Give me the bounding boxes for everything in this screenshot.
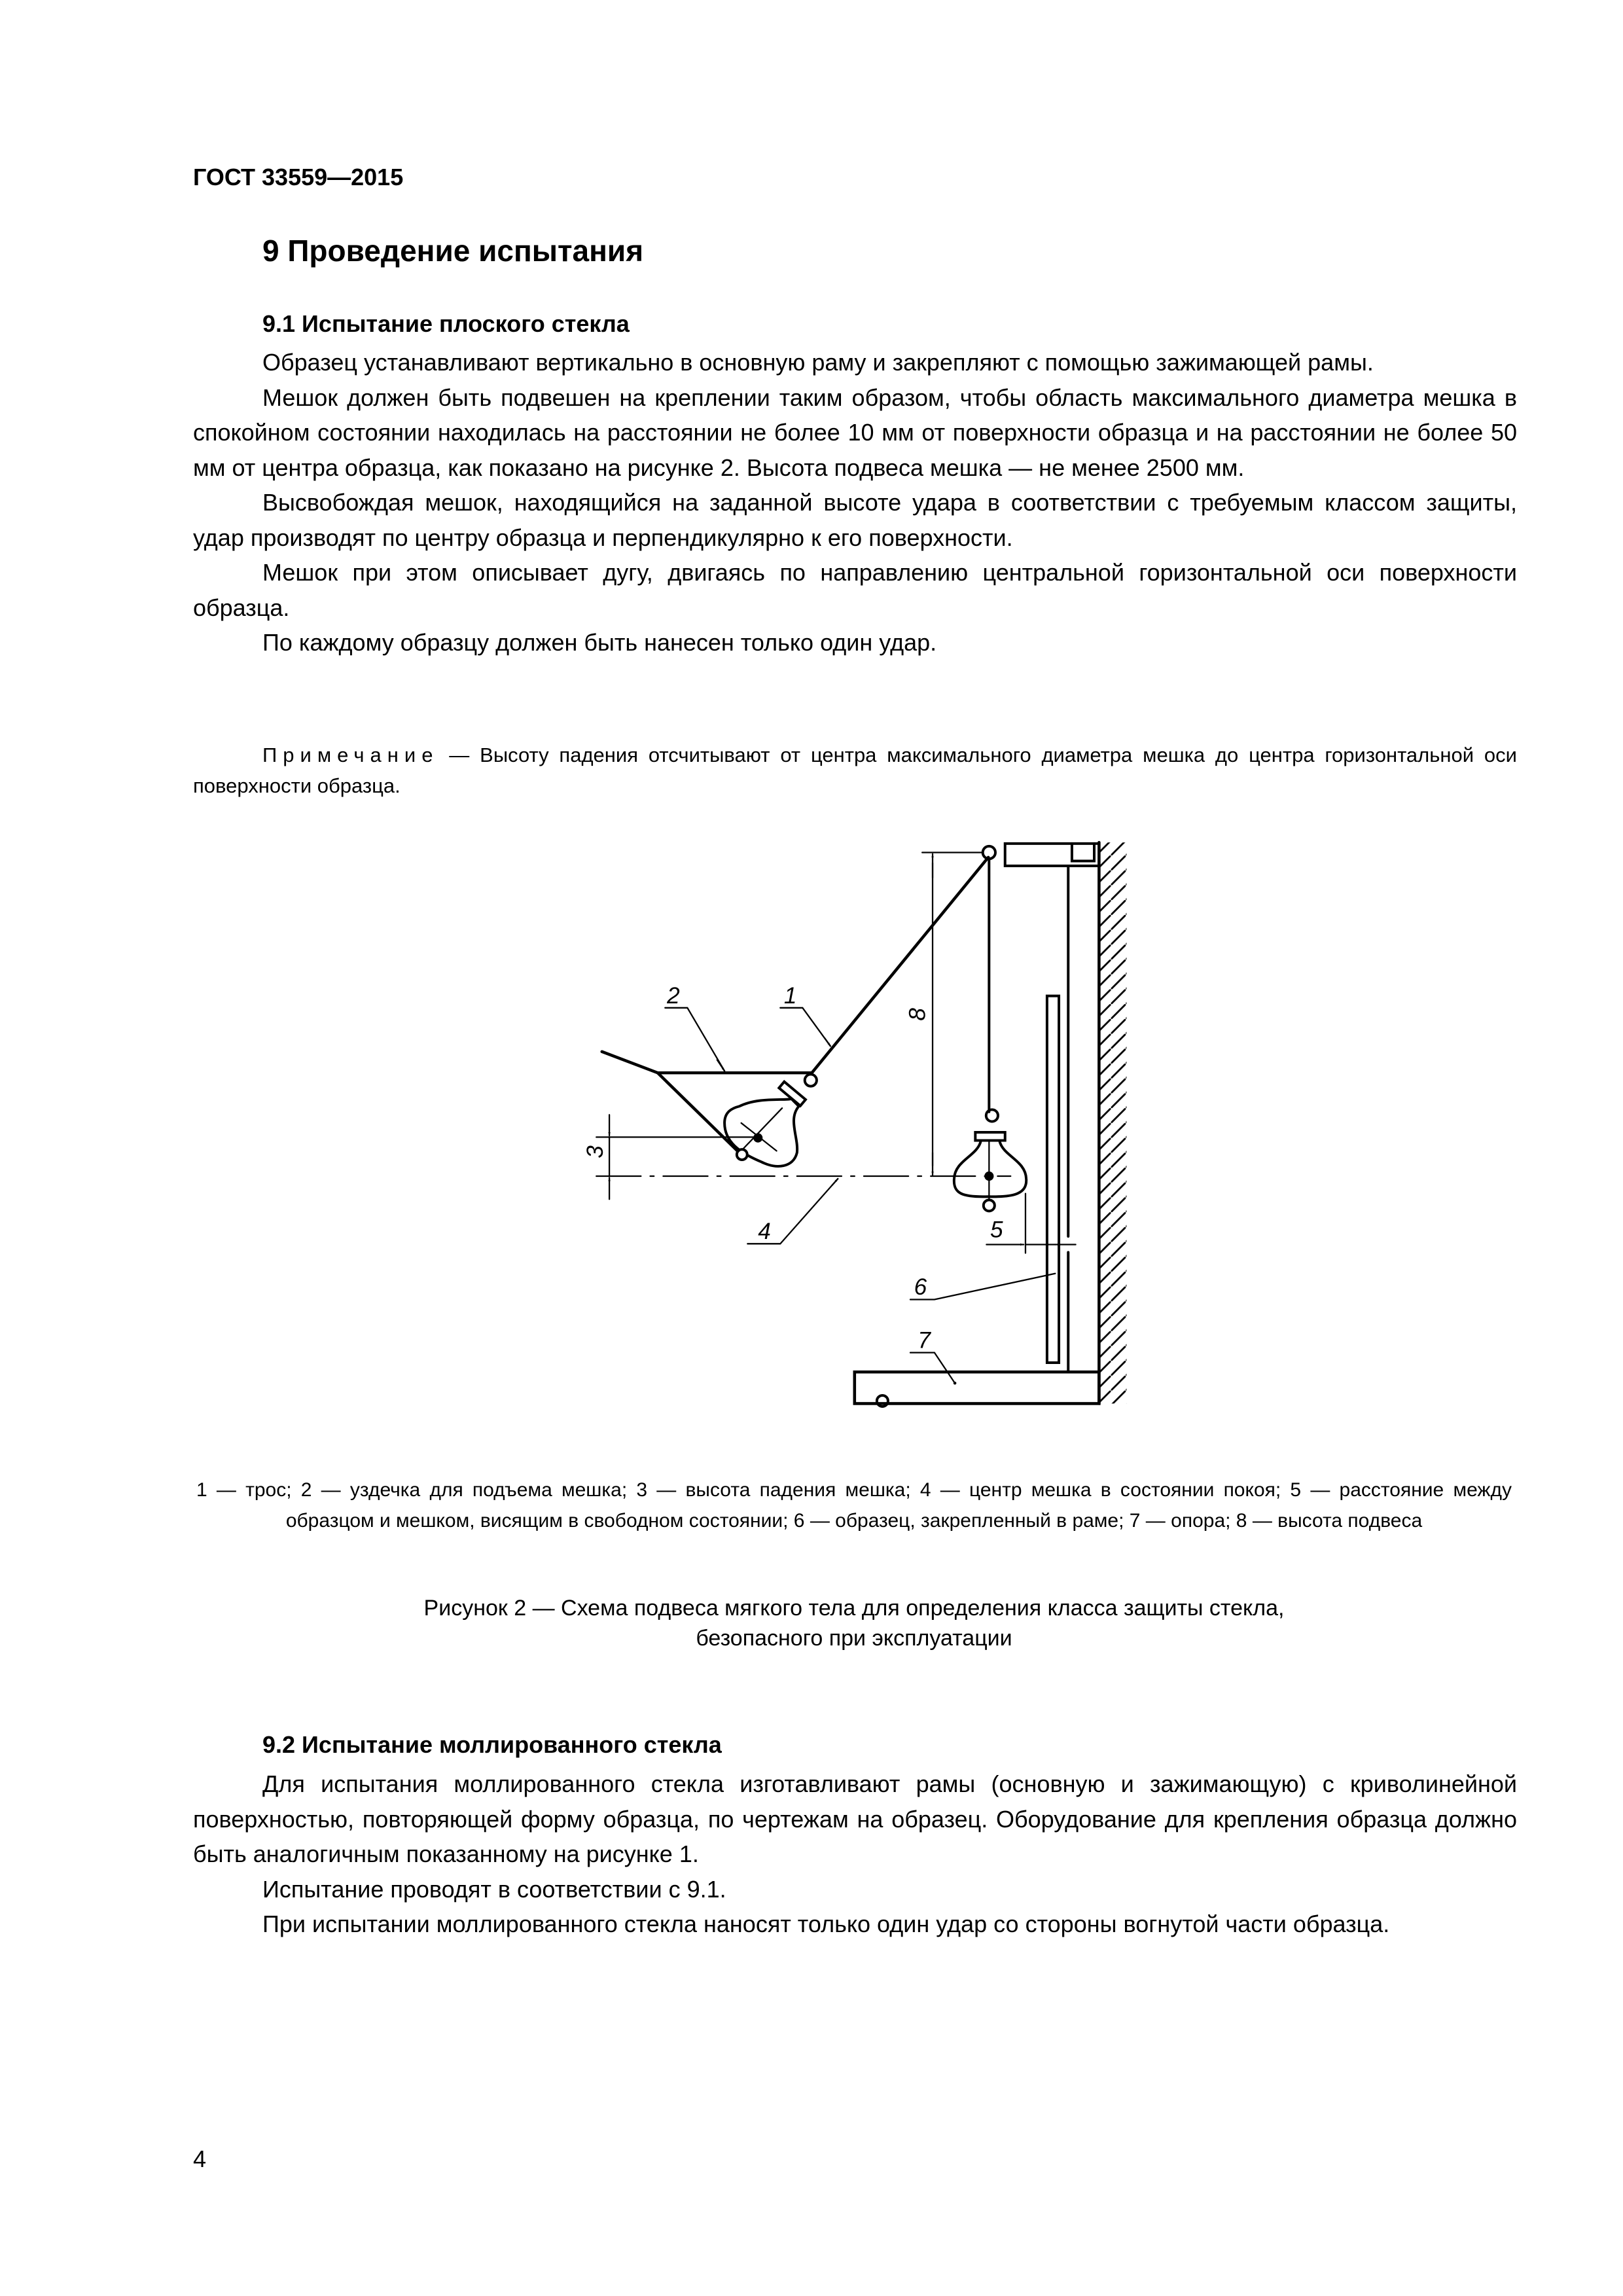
bridle — [602, 1052, 812, 1073]
figure-2-diagram — [576, 825, 1152, 1440]
section-title: 9 Проведение испытания — [262, 234, 644, 268]
paragraph: Мешок при этом описывает дугу, двигаясь по направлению центральной горизонтальной оси поверхности образца. — [193, 559, 1517, 621]
paragraph: Для испытания моллированного стекла изготавливают рамы (основную и зажимающую) с криволинейной поверхностью, повторяющей форму образца, по чертежам на образец. Оборудование для крепления образца должно быть аналогичным показанному на рисунке 1. — [193, 1770, 1517, 1867]
figure-legend: 1 — трос; 2 — уздечка для подъема мешка; 3 — высота падения мешка; 4 — центр мешка в состоянии покоя; 5 — расстояние между образцом и мешком, висящим в свободном состоянии; 6 — образец, закрепленный в раме; 7 — опора; 8 — высота подвеса — [196, 1479, 1512, 1532]
wall-hatching — [1100, 842, 1127, 1403]
paragraph: Испытание проводят в соответствии с 9.1. — [262, 1875, 726, 1903]
top-mount — [1005, 844, 1099, 866]
label-6: 6 — [914, 1274, 927, 1300]
paragraph: Мешок должен быть подвешен на креплении таким образом, чтобы область максимального диаметра мешка в спокойном состоянии находилась на расстоянии не более 10 мм от поверхности образца и на расстоянии не более 50 мм от центра образца, как показано на рисунке 2. Высота подвеса мешка — не менее 2500 мм. — [193, 384, 1517, 481]
label-1: 1 — [783, 982, 797, 1009]
support-base — [855, 1372, 1099, 1403]
label-3: 3 — [582, 1145, 608, 1158]
paragraph: Высвобождая мешок, находящийся на заданной высоте удара в соответствии с требуемым классом защиты, удар производят по центру образца и перпендикулярно к его поверхности. — [193, 489, 1517, 551]
caption-line: безопасного при эксплуатации — [696, 1626, 1012, 1651]
label-7: 7 — [918, 1327, 931, 1354]
caption-line: Рисунок 2 — Схема подвеса мягкого тела для определения класса защиты стекла, — [423, 1596, 1285, 1621]
label-4: 4 — [758, 1218, 771, 1244]
figure-caption — [196, 1593, 1512, 1653]
subsection-title-9-2: 9.2 Испытание моллированного стекла — [262, 1731, 722, 1758]
note — [193, 740, 1517, 801]
page-number: 4 — [193, 2145, 207, 2172]
paragraph: По каждому образцу должен быть нанесен только один удар. — [262, 629, 937, 656]
document-header: ГОСТ 33559—2015 — [193, 164, 404, 190]
paragraph: При испытании моллированного стекла наносят только один удар со стороны вогнутой части образца. — [262, 1910, 1390, 1937]
sample-glass — [1047, 996, 1059, 1363]
note-label: Примечание — [262, 744, 439, 766]
subsection-title-9-1: 9.1 Испытание плоского стекла — [262, 310, 630, 337]
bag-hanging — [954, 1141, 1026, 1196]
rope — [812, 857, 989, 1073]
section-9-2-body — [193, 1767, 1517, 1942]
note-text: — Высоту падения отсчитывают от центра максимального диаметра мешка до центра горизонтальной оси поверхности образца. — [193, 744, 1517, 797]
label-8: 8 — [904, 1008, 931, 1021]
section-9-1-body — [193, 345, 1517, 660]
bag-swung — [724, 1099, 799, 1166]
paragraph: Образец устанавливают вертикально в основную раму и закрепляют с помощью зажимающей рамы. — [262, 349, 1374, 376]
label-2: 2 — [667, 982, 680, 1009]
label-5: 5 — [990, 1217, 1003, 1243]
